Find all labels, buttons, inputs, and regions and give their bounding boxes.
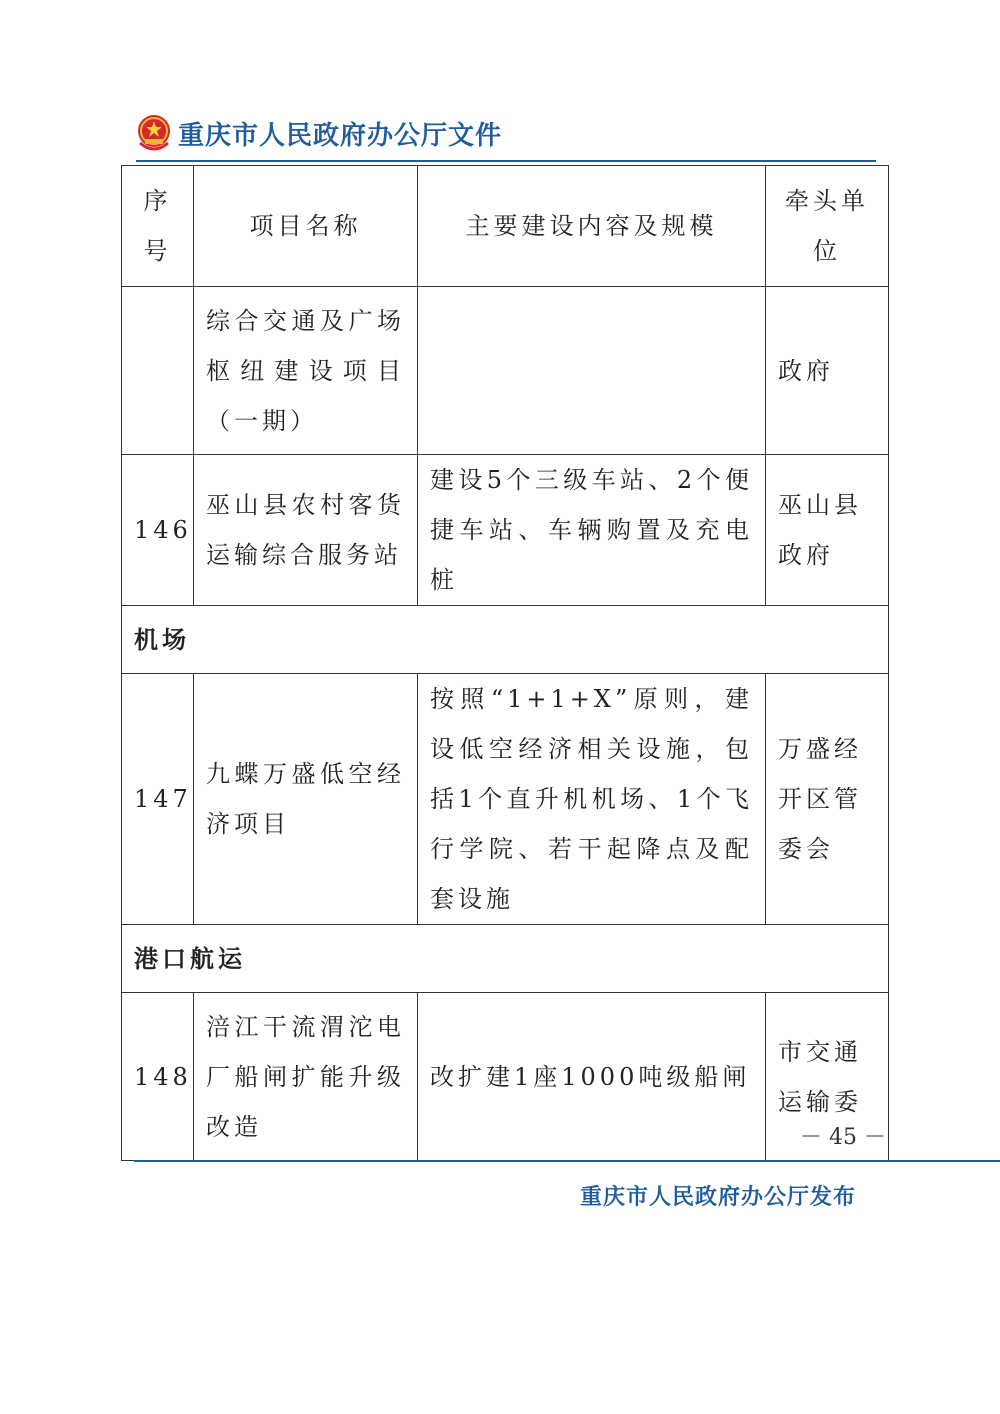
row-number xyxy=(122,287,194,455)
project-table xyxy=(121,165,889,1161)
table-row xyxy=(122,674,889,925)
table-header-row xyxy=(122,166,889,287)
column-header-number: 序号 xyxy=(122,166,194,287)
project-name: 涪江干流渭沱电厂船闸扩能升级改造 xyxy=(194,993,418,1161)
header-title: 重庆市人民政府办公厅文件 xyxy=(178,120,503,151)
column-header-lead: 牵头单位 xyxy=(766,166,889,287)
table-row xyxy=(122,455,889,606)
document-header xyxy=(136,108,502,158)
column-header-name: 项目名称 xyxy=(194,166,418,287)
project-content: 建设5个三级车站、2个便捷车站、车辆购置及充电桩 xyxy=(418,455,766,606)
table-row xyxy=(122,287,889,455)
national-emblem-icon xyxy=(136,113,172,153)
project-content: 改扩建1座1000吨级船闸 xyxy=(418,993,766,1161)
category-label: 港口航运 xyxy=(122,925,889,993)
category-label: 机场 xyxy=(122,606,889,674)
header-rule xyxy=(136,160,876,162)
lead-unit: 万盛经开区管委会 xyxy=(766,674,889,925)
table-row xyxy=(122,993,889,1161)
row-number: 147 xyxy=(122,674,194,925)
lead-unit: 政府 xyxy=(766,287,889,455)
project-name: 巫山县农村客货运输综合服务站 xyxy=(194,455,418,606)
project-name: 综合交通及广场枢纽建设项目（一期） xyxy=(194,287,418,455)
project-name: 九蝶万盛低空经济项目 xyxy=(194,674,418,925)
column-header-content: 主要建设内容及规模 xyxy=(418,166,766,287)
footer-publisher: 重庆市人民政府办公厅发布 xyxy=(580,1185,857,1210)
row-number: 146 xyxy=(122,455,194,606)
page-number: － 45 － xyxy=(800,1125,886,1150)
category-row xyxy=(122,606,889,674)
project-content xyxy=(418,287,766,455)
project-content: 按照“1+1+X”原则，建设低空经济相关设施，包括1个直升机机场、1个飞行学院、若干起降点及配套设施 xyxy=(418,674,766,925)
category-row xyxy=(122,925,889,993)
row-number: 148 xyxy=(122,993,194,1161)
lead-unit: 市交通运输委 xyxy=(766,993,889,1161)
lead-unit: 巫山县政府 xyxy=(766,455,889,606)
footer-rule xyxy=(134,1160,1000,1162)
